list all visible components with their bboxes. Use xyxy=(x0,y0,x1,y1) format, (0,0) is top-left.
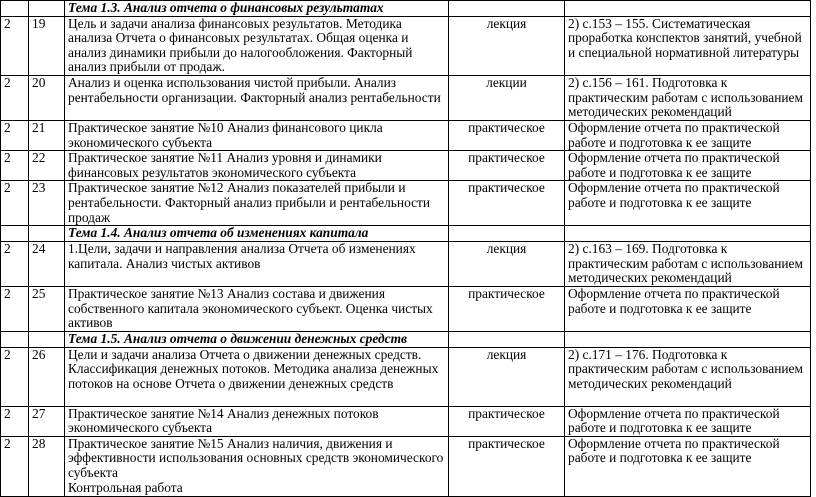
lesson-topic-cell: Практическое занятие №14 Анализ денежных потоков экономического субъекта xyxy=(65,406,449,436)
table-row xyxy=(1,406,811,436)
table-row xyxy=(1,181,811,226)
number-cell xyxy=(29,226,65,242)
table-row xyxy=(1,436,811,496)
number-cell: 26 xyxy=(29,347,65,406)
lesson-topic-cell: Практическое занятие №11 Анализ уровня и динамики финансовых результатов экономического субъекта xyxy=(65,151,449,181)
semester-cell xyxy=(1,1,29,17)
work-cell xyxy=(565,226,811,242)
type-cell xyxy=(449,226,565,242)
topic-row xyxy=(1,226,811,242)
self-study-cell: 2) с.163 – 169. Подготовка к практическим работам с использованием методических рекомендаций xyxy=(565,241,811,286)
type-cell xyxy=(449,331,565,347)
number-cell: 27 xyxy=(29,406,65,436)
self-study-cell: Оформление отчета по практической работе и подготовка к ее защите xyxy=(565,436,811,496)
number-cell xyxy=(29,1,65,17)
type-cell xyxy=(449,1,565,17)
number-cell: 21 xyxy=(29,120,65,150)
number-cell xyxy=(29,331,65,347)
self-study-cell: Оформление отчета по практической работе и подготовка к ее защите xyxy=(565,406,811,436)
semester-cell: 2 xyxy=(1,286,29,331)
lesson-type-cell: лекция xyxy=(449,241,565,286)
topic-title: Тема 1.4. Анализ отчета об изменениях капитала xyxy=(65,226,449,242)
self-study-cell: Оформление отчета по практической работе и подготовка к ее защите xyxy=(565,181,811,226)
number-cell: 28 xyxy=(29,436,65,496)
self-study-cell: 2) с.156 – 161. Подготовка к практическим работам с использованием методических рекомендаций xyxy=(565,75,811,120)
topic-title: Тема 1.3. Анализ отчета о финансовых результатах xyxy=(65,1,449,17)
lesson-type-cell: практическое xyxy=(449,406,565,436)
lesson-topic-cell: Практическое занятие №13 Анализ состава и движения собственного капитала экономического субъект. Оценка чистых активов xyxy=(65,286,449,331)
lesson-topic-cell: Анализ и оценка использования чистой прибыли. Анализ рентабельности организации. Факторный анализ рентабельности xyxy=(65,75,449,120)
work-cell xyxy=(565,331,811,347)
self-study-cell: 2) с.153 – 155. Систематическая проработка конспектов занятий, учебной и специальной нормативной литературы xyxy=(565,16,811,75)
semester-cell: 2 xyxy=(1,16,29,75)
lesson-type-cell: лекция xyxy=(449,347,565,406)
semester-cell: 2 xyxy=(1,436,29,496)
lesson-topic-cell: Практическое занятие №12 Анализ показателей прибыли и рентабельности. Факторный анализ прибыли и рентабельности продаж xyxy=(65,181,449,226)
semester-cell: 2 xyxy=(1,406,29,436)
table-row xyxy=(1,120,811,150)
self-study-cell: 2) с.171 – 176. Подготовка к практическим работам с использованием методических рекомендаций xyxy=(565,347,811,406)
number-cell: 19 xyxy=(29,16,65,75)
table-row xyxy=(1,241,811,286)
semester-cell: 2 xyxy=(1,241,29,286)
table-row xyxy=(1,151,811,181)
semester-cell: 2 xyxy=(1,181,29,226)
self-study-cell: Оформление отчета по практической работе и подготовка к ее защите xyxy=(565,151,811,181)
lesson-topic-cell: Практическое занятие №10 Анализ финансового цикла экономического субъекта xyxy=(65,120,449,150)
semester-cell: 2 xyxy=(1,151,29,181)
lesson-type-cell: практическое xyxy=(449,181,565,226)
number-cell: 20 xyxy=(29,75,65,120)
lesson-topic-cell: Практическое занятие №15 Анализ наличия, движения и эффективности использования основных средств экономического субъекта Контрольная работа xyxy=(65,436,449,496)
self-study-cell: Оформление отчета по практической работе и подготовка к ее защите xyxy=(565,120,811,150)
lesson-type-cell: практическое xyxy=(449,436,565,496)
semester-cell: 2 xyxy=(1,120,29,150)
lesson-topic-cell: 1.Цели, задачи и направления анализа Отчета об изменениях капитала. Анализ чистых активов xyxy=(65,241,449,286)
lesson-topic-cell: Цели и задачи анализа Отчета о движении денежных средств. Классификация денежных потоков. Методика анализа денежных потоков на основе Отчета о движении денежных средств xyxy=(65,347,449,406)
lesson-topic-cell: Цель и задачи анализа финансовых результатов. Методика анализа Отчета о финансовых результатах. Общая оценка и анализ динамики прибыли до налогообложения. Факторный анализ прибыли от продаж. xyxy=(65,16,449,75)
table-row xyxy=(1,16,811,75)
semester-cell xyxy=(1,226,29,242)
topic-row xyxy=(1,1,811,17)
number-cell: 22 xyxy=(29,151,65,181)
lesson-type-cell: практическое xyxy=(449,286,565,331)
number-cell: 23 xyxy=(29,181,65,226)
self-study-cell: Оформление отчета по практической работе и подготовка к ее защите xyxy=(565,286,811,331)
number-cell: 25 xyxy=(29,286,65,331)
lesson-type-cell: лекции xyxy=(449,75,565,120)
topic-row xyxy=(1,331,811,347)
table-row xyxy=(1,286,811,331)
work-cell xyxy=(565,1,811,17)
table-row xyxy=(1,347,811,406)
topic-title: Тема 1.5. Анализ отчета о движении денежных средств xyxy=(65,331,449,347)
table-row xyxy=(1,75,811,120)
lesson-type-cell: практическое xyxy=(449,120,565,150)
semester-cell: 2 xyxy=(1,75,29,120)
semester-cell xyxy=(1,331,29,347)
number-cell: 24 xyxy=(29,241,65,286)
semester-cell: 2 xyxy=(1,347,29,406)
lesson-type-cell: лекция xyxy=(449,16,565,75)
lesson-type-cell: практическое xyxy=(449,151,565,181)
